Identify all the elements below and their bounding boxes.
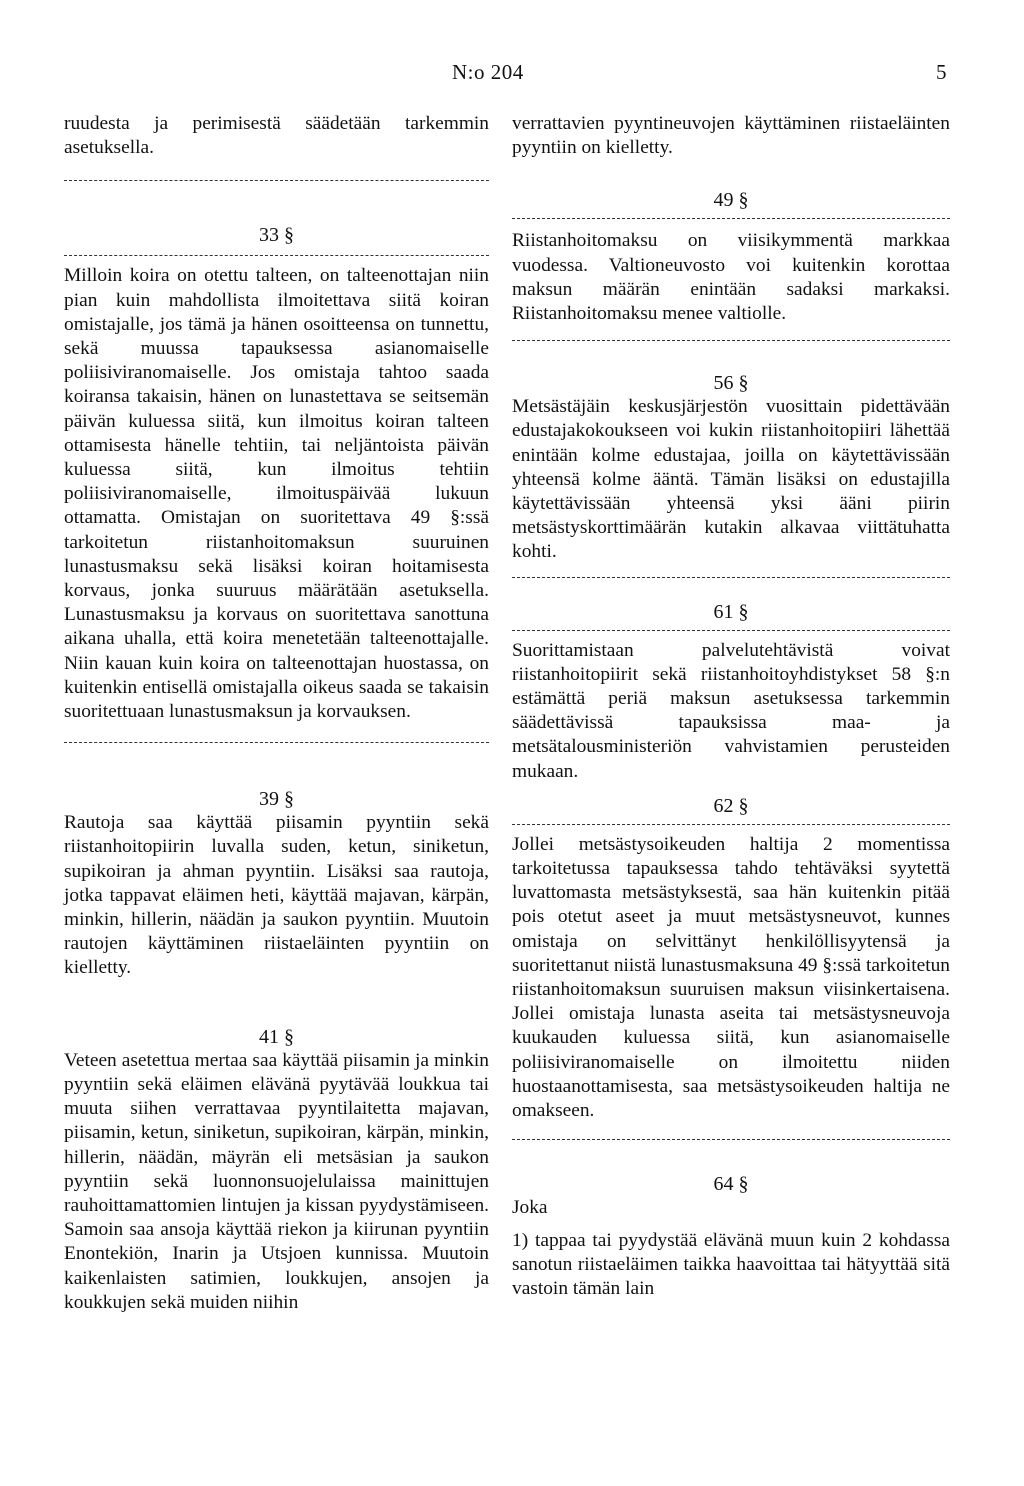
section-heading-62: 62 §: [713, 794, 749, 817]
left-intro-text: ruudesta ja perimisestä säädetään tarkemmin asetuksella.: [64, 113, 489, 159]
page-number: 5: [936, 60, 947, 84]
section-text-33: Milloin koira on otettu talteen, on talteenottajan niin pian kuin mahdollista ilmoitettava siitä koiran omistajalle, jos tämä ja hänen osoitteensa on tunnettu, sekä muussa tapauksessa asianomaiselle poliisiviranomaiselle. Jos omistaja tahtoo saada koiransa takaisin, hänen on lunastettava se seitsemän päivän kuluessa siitä, kun ilmoitus koiran talteen ottamisesta hänelle tehtiin, tai neljäntoista päivän kuluessa siitä, kun ilmoitus tehtiin poliisiviranomaiselle, ilmoituspäivää lukuun ottamatta. Omistajan on suoritettava 49 §:ssä tarkoitetun riistanhoitomaksun suuruinen lunastusmaksu sekä lisäksi koiran hoitamisesta korvaus, jonka suuruus määrätään asetuksella. Lunastusmaksu ja korvaus on suoritettava sanottuna aikana uhalla, että koira menetetään talteenottajalle. Niin kauan kuin koira on talteenottajan huostassa, on kuitenkin entisellä omistajalla oikeus saada se takaisin suoritettuaan lunastusmaksun ja korvauksen.: [64, 265, 489, 723]
right-column: [512, 112, 950, 1301]
section-text-39: Rautoja saa käyttää piisamin pyyntiin sekä riistanhoitopiirin luvalla suden, ketun, siniketun, supikoiran ja ahman pyyntiin. Lisäksi saa rautoja, jotka tappavat eläimen heti, käyttää majavan, kärpän, minkin, hillerin, näädän ja saukon pyyntiin. Muutoin rautojen käyttäminen riistaeläinten pyyntiin on kielletty.: [64, 812, 489, 979]
document-number: N:o 204: [452, 60, 524, 84]
section-lead-64: Joka: [512, 1197, 548, 1219]
section-heading-64: 64 §: [713, 1173, 749, 1196]
section-heading-56: 56 §: [713, 372, 749, 395]
section-heading-61: 61 §: [713, 600, 749, 623]
section-text-62: Jollei metsästysoikeuden haltija 2 momentissa tarkoitetussa tapauksessa tahdo tehtäväksi syytettä luvattomasta metsästyksestä, saa hän kuitenkin pitää pois otetut aseet ja muut metsästysneuvot, kunnes omistaja on selvittänyt henkilöllisyytensä ja suoritettanut niistä lunastusmaksuna 49 §:ssä tarkoitetun riistanhoitomaksun suuruisen maksun viisinkertaisena. Jollei omistaja lunasta aseita tai metsästysneuvoja kuukauden kuluessa siitä, kun asianomaiselle poliisiviranomaiselle on ilmoitettu niiden huostaanottamisesta, saa metsästysoikeuden haltija ne omakseen.: [512, 833, 950, 1122]
page-header: [0, 60, 1024, 90]
section-text-61: Suorittamistaan palvelutehtävistä voivat riistanhoitopiirit sekä riistanhoitoyhdistykset 58 §:n estämättä periä maksun asetuksessa tarkemmin säädettävissä tapauksissa maa- ja metsätalousministeriön vahvistamien perusteiden mukaan.: [512, 639, 950, 782]
section-heading-39: 39 §: [259, 788, 294, 811]
section-text-49: Riistanhoitomaksu on viisikymmentä markkaa vuodessa. Valtioneuvosto voi kuitenkin korottaa maksun määrän enintään sadaksi markaksi. Riistanhoitomaksu menee valtiolle.: [512, 230, 950, 325]
right-intro-text: verrattavien pyyntineuvojen käyttäminen riistaeläinten pyyntiin on kielletty.: [512, 113, 950, 159]
section-text-41: Veteen asetettua mertaa saa käyttää piisamin ja minkin pyyntiin sekä eläimen elävänä pyytävää loukkua tai muuta siihen verrattavaa pyyntilaitetta majavan, piisamin, ketun, siniketun, supikoiran, kärpän, minkin, hillerin, näädän, mäyrän eli metsäsian ja saukon pyyntiin sekä luonnonsuojelulaissa mainittujen rauhoittamattomien lintujen ja kissan pyydystämiseen. Samoin saa ansoja käyttää riekon ja kiirunan pyyntiin Enontekiön, Inarin ja Utsjoen kunnissa. Muutoin kaikenlaisten satimien, loukkujen, ansojen ja koukkujen sekä muiden niihin: [64, 1049, 489, 1313]
section-heading-33: 33 §: [259, 224, 294, 247]
section-heading-49: 49 §: [713, 189, 749, 212]
left-column: [64, 112, 489, 1315]
section-item-64-1: 1) tappaa tai pyydystää elävänä muun kuin 2 kohdassa sanotun riistaeläimen taikka haavoittaa tai hätyyttää sitä vastoin tämän lain: [512, 1229, 950, 1299]
section-text-56: Metsästäjäin keskusjärjestön vuosittain pidettävään edustajakokoukseen voi kukin riistanhoitopiiri lähettää enintään kolme edustajaa, joilla on käytettävissään yhteensä kolme ääntä. Tämän lisäksi on edustajilla käytettävissään yhteensä yksi ääni piirin metsästyskorttimäärän kutakin alkavaa viittätuhatta kohti.: [512, 396, 950, 563]
section-heading-41: 41 §: [259, 1025, 294, 1048]
